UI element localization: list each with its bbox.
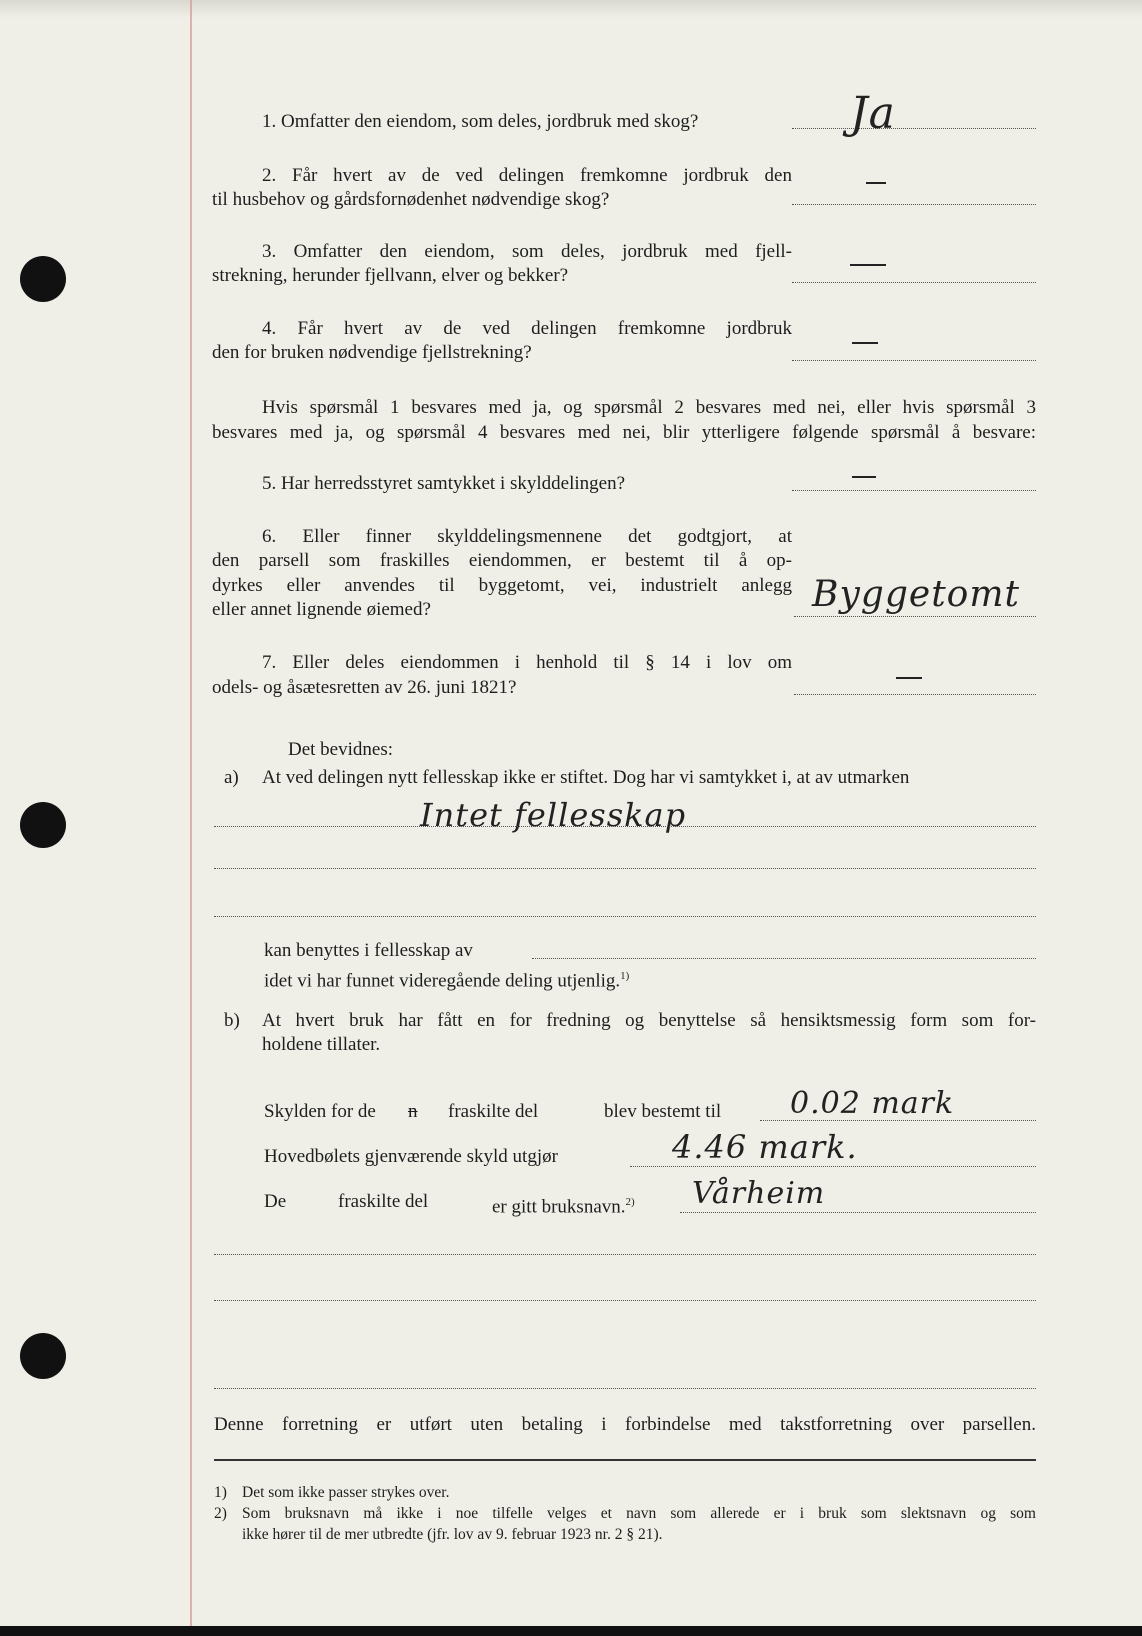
question-1: 1. Omfatter den eiendom, som deles, jordbruk med skog?	[262, 111, 699, 132]
certify-b-line-2: holdene tillater.	[262, 1034, 381, 1055]
closing-statement: Denne forretning er utført uten betaling i forbindelse med takstforretning over parsellen.	[214, 1414, 1036, 1435]
punch-hole-top	[20, 256, 66, 302]
shared-use-line-2	[264, 964, 629, 993]
hovedbol-label: Hovedbølets gjenværende skyld utgjør	[264, 1146, 558, 1167]
question-7-line-1: 7. Eller deles eiendommen i henhold til § 14 i lov om	[262, 652, 792, 673]
footnote-2-line-2: ikke hører til de mer utbredte (jfr. lov av 9. februar 1923 nr. 2 § 21).	[242, 1526, 663, 1543]
certify-heading: Det bevidnes:	[288, 739, 394, 760]
hovedbol-dotted-line	[630, 1166, 1036, 1167]
extra-line-3	[214, 1388, 1036, 1389]
question-6-line-1: 6. Eller finner skylddelingsmennene det godtgjort, at	[262, 526, 792, 547]
punch-hole-bottom	[20, 1333, 66, 1379]
punch-hole-middle	[20, 802, 66, 848]
answer-line-6	[794, 616, 1036, 617]
utmark-line-3	[214, 916, 1036, 917]
question-2-line-2: til husbehov og gårdsfornødenhet nødvendige skog?	[212, 189, 610, 210]
certify-b-label: b)	[224, 1010, 240, 1031]
footnote-ref-1: 1)	[620, 970, 630, 982]
certify-a-handwriting: Intet fellesskap	[420, 796, 687, 834]
footnote-2-mark: 2)	[214, 1505, 227, 1522]
red-margin-rule	[190, 0, 192, 1626]
shared-use-line-1: kan benyttes i fellesskap av	[264, 940, 473, 961]
answer-line-4	[792, 360, 1036, 361]
question-4-line-2: den for bruken nødvendige fjellstrekning?	[212, 342, 532, 363]
page-top-edge	[0, 0, 1142, 18]
answer-line-2	[792, 204, 1036, 205]
utmark-line-1	[214, 826, 1036, 827]
shared-use-dotted-line	[532, 958, 1036, 959]
hovedbol-handwriting: 4.46 mark.	[672, 1128, 858, 1166]
footnote-ref-2: 2)	[625, 1196, 635, 1208]
bruksnavn-label-text: er gitt bruksnavn.	[492, 1196, 626, 1218]
footnote-2-line-1: Som bruksnavn må ikke i noe tilfelle velges et navn som allerede er i bruk som slektsnavn og som	[242, 1505, 1036, 1522]
footnote-1-mark: 1)	[214, 1484, 227, 1501]
skyld-label-part-2: fraskilte del	[448, 1101, 539, 1122]
footnote-divider	[214, 1459, 1036, 1461]
answer-line-5	[792, 490, 1036, 491]
utmark-line-2	[214, 868, 1036, 869]
skyld-struck-letter: n	[408, 1101, 418, 1122]
question-6-line-3: dyrkes eller anvendes til byggetomt, vei, industrielt anlegg	[212, 575, 792, 596]
question-7-line-2: odels- og åsætesretten av 26. juni 1821?	[212, 677, 517, 698]
extra-line-2	[214, 1300, 1036, 1301]
answer-6-handwriting: Byggetomt	[812, 574, 1020, 615]
question-3-line-2: strekning, herunder fjellvann, elver og bekker?	[212, 265, 569, 286]
answer-line-7	[794, 694, 1036, 695]
certify-a-label: a)	[224, 767, 239, 788]
skyld-label-part-3: blev bestemt til	[604, 1101, 722, 1122]
bruksnavn-label-part-1: De	[264, 1191, 287, 1212]
question-6-line-4: eller annet lignende øiemed?	[212, 599, 431, 620]
extra-line-1	[214, 1254, 1036, 1255]
footnote-1-text: Det som ikke passer strykes over.	[242, 1484, 450, 1501]
scan-bottom-edge	[0, 1626, 1142, 1636]
bruksnavn-label-part-2: fraskilte del	[338, 1191, 429, 1212]
answer-4-dash	[852, 342, 878, 344]
question-6-line-2: den parsell som fraskilles eiendommen, er bestemt til å op-	[212, 550, 792, 571]
skyld-handwriting: 0.02 mark	[790, 1086, 955, 1121]
question-3-line-1: 3. Omfatter den eiendom, som deles, jordbruk med fjell-	[262, 241, 792, 262]
conditional-intro-line-1: Hvis spørsmål 1 besvares med ja, og spørsmål 2 besvares med nei, eller hvis spørsmål 3	[262, 397, 1036, 418]
shared-use-line-2-text: idet vi har funnet videregående deling utjenlig.	[264, 970, 621, 992]
bruksnavn-label-part-3	[492, 1190, 635, 1219]
certify-b-line-1: At hvert bruk har fått en for fredning og benyttelse så hensiktsmessig form som for-	[262, 1010, 1036, 1031]
question-4-line-1: 4. Får hvert av de ved delingen fremkomne jordbruk	[262, 318, 792, 339]
answer-2-dash	[866, 182, 886, 184]
answer-3-dash	[850, 264, 886, 266]
answer-line-1	[792, 128, 1036, 129]
answer-7-dash	[896, 677, 922, 679]
question-2-line-1: 2. Får hvert av de ved delingen fremkomne jordbruk den	[262, 165, 792, 186]
certify-a-text: At ved delingen nytt fellesskap ikke er stiftet. Dog har vi samtykket i, at av utmarken	[262, 767, 910, 788]
bruksnavn-handwriting: Vårheim	[692, 1176, 826, 1211]
skyld-label-part-1: Skylden for de	[264, 1101, 376, 1122]
question-5: 5. Har herredsstyret samtykket i skylddelingen?	[262, 473, 626, 494]
answer-5-dash	[852, 476, 876, 478]
skyld-dotted-line	[760, 1120, 1036, 1121]
answer-line-3	[792, 282, 1036, 283]
conditional-intro-line-2: besvares med ja, og spørsmål 4 besvares med nei, blir ytterligere følgende spørsmål å besvare:	[212, 422, 1036, 443]
answer-1-handwriting: Ja	[850, 88, 896, 139]
bruksnavn-dotted-line	[680, 1212, 1036, 1213]
